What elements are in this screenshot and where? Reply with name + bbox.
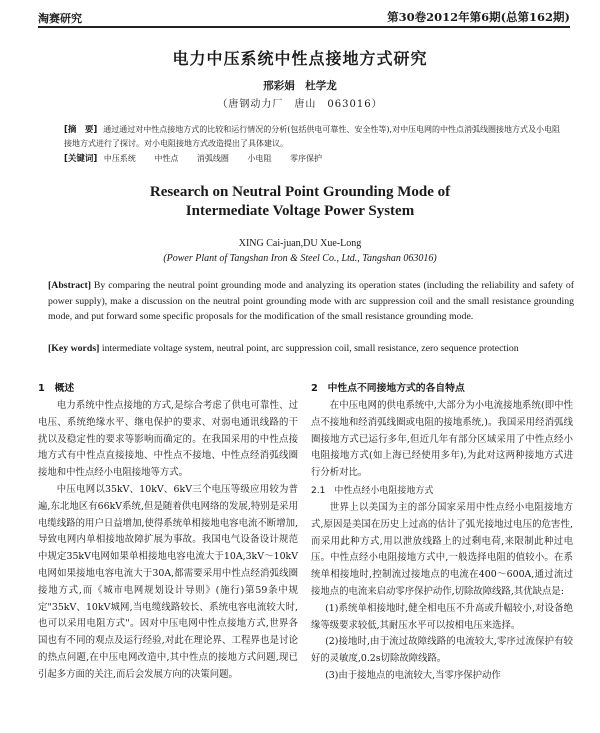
- list-item: (1)系统单相接地时,健全相电压不升高或升幅较小,对设备绝缘等级要求较低,其耐压水平可以按相电压来选择。: [311, 602, 573, 631]
- affiliation-en: (Power Plant of Tangshan Iron & Steel Co., Ltd., Tangshan 063016): [163, 253, 437, 264]
- journal-name: 淘赛研究: [38, 12, 82, 25]
- section-1-heading: 1 概述: [38, 383, 75, 394]
- authors-en: XING Cai-juan,DU Xue-Long: [238, 238, 362, 249]
- authors-cn: 邢彩娟 杜学龙: [263, 80, 337, 92]
- right-column: [311, 381, 573, 685]
- keywords-cn: [64, 152, 564, 164]
- affiliation-cn: （唐钢动力厂 唐山 063016）: [217, 99, 383, 110]
- running-header: [38, 8, 570, 28]
- paper-title-en: [0, 183, 600, 221]
- keyword-cn: 中压系统: [103, 154, 136, 163]
- keyword-cn: 小电阻: [247, 154, 272, 163]
- paper-title-cn: 电力中压系统中性点接地方式研究: [172, 49, 428, 68]
- keywords-cn-label: [关键词]: [64, 154, 98, 164]
- keywords-en: [48, 341, 574, 357]
- abstract-cn: [64, 123, 564, 151]
- abstract-en-label: [Abstract]: [48, 280, 91, 291]
- keyword-cn: 消弧线圈: [196, 154, 229, 163]
- title-en-line2: Intermediate Voltage Power System: [185, 203, 415, 219]
- issue-info: 第30卷2012年第6期(总第162期): [387, 10, 570, 24]
- abstract-cn-text: 通过通过对中性点接地方式的比较和运行情况的分析(包括供电可靠性、安全性等),对中压电网的中性点消弧线圈接地方式及小电阻接地方式进行了探讨。对小电阻接地方式改造提出了具体建议。: [64, 125, 561, 148]
- title-en-line1: Research on Neutral Point Grounding Mode of: [149, 184, 451, 200]
- section-1-paragraph: 中压电网以35kV、10kV、6kV三个电压等级应用较为普遍,东北地区有66kV系统,但是随着供电网络的发展,特别是采用电缆线路的用户日益增加,使得系统单相接地电容电流不断增加,导致电网内单相接地故障扩展为事故。我国电气设备设计规范中规定35kV电网如果单相接地电容电流大于10A,3kV～10kV电网如果接地电容电流大于30A,都需要采用中性点经消弧线圈接地方式,而《城市电网规划设计导则》(施行)第59条中规定"35kV、10kV城网,当电缆线路较长、系统电容电流较大时,也可以采用电阻方式"。因对中压电网中性点接地方式,世界各国也有不同的观点及运行经验,对此在理论界、工程界也是讨论的热点问题,在中压电网改造中,其中性点的接地方式问题,现已引起多方面的关注,而后会发展方向的决策问题。: [38, 483, 298, 680]
- keyword-cn: 中性点: [154, 154, 179, 163]
- keyword-cn: 零序保护: [290, 154, 323, 163]
- list-item: (2)接地时,由于流过故障线路的电流较大,零序过流保护有较好的灵敏度,0.2s切除故障线路。: [311, 636, 573, 665]
- section-1-paragraph: 电力系统中性点接地的方式,是综合考虑了供电可靠性、过电压、系统绝缘水平、继电保护的要求、对弱电通讯线路的干扰以及稳定性的要求等影响而确定的。在我国采用的中性点接地方式有中性点直接接地、中性点不接地、中性点经消弧线圈接地和中性点经小电阻接地等方式。: [38, 400, 298, 479]
- keywords-en-text: intermediate voltage system, neutral point, arc suppression coil, small resistance, zero sequence protection: [99, 343, 519, 354]
- list-item: (3)由于接地点的电流较大,当零序保护动作: [325, 669, 501, 681]
- abstract-en: [48, 278, 574, 325]
- left-column: [38, 381, 298, 684]
- section-2-1-heading: 2.1 中性点经小电阻接地方式: [311, 485, 434, 496]
- keywords-en-label: [Key words]: [48, 343, 100, 354]
- section-2-heading: 2 中性点不同接地方式的各自特点: [311, 383, 465, 394]
- abstract-en-text: By comparing the neutral point grounding mode and analyzing its operation states (including the reliability and safety of power supply), make a discussion on the neutral point grounding mode with arc suppression coil and the small resistance grounding mode, and put forward some specific proposals for the modification of the small resistance grounding mode.: [48, 280, 574, 322]
- section-2-paragraph: 在中压电网的供电系统中,大部分为小电流接地系统(即中性点不接地和经消弧线圈或电阻的接地系统,)。我国采用经消弧线圈接地方式已运行多年,但近几年有部分区域采用了中性点经小电阻接地方式(如上海已经使用多年),为此对这两种接地方式进行分析对比。: [311, 400, 573, 479]
- abstract-cn-label: [摘 要]: [64, 125, 98, 135]
- section-2-1-paragraph: 世界上以美国为主的部分国家采用中性点经小电阻接地方式,原因是美国在历史上过高的估计了弧光接地过电压的危害性,而采用此种方式,用以泄放线路上的过剩电荷,来限制此种过电压。中性点经小电阻接地方式中,一般选择电阻的值较小。在系统单相接地时,控制流过接地点的电流在400～600A,通过流过接地点的电流来启动零序保护动作,切除故障线路,其优缺点是:: [311, 501, 573, 597]
